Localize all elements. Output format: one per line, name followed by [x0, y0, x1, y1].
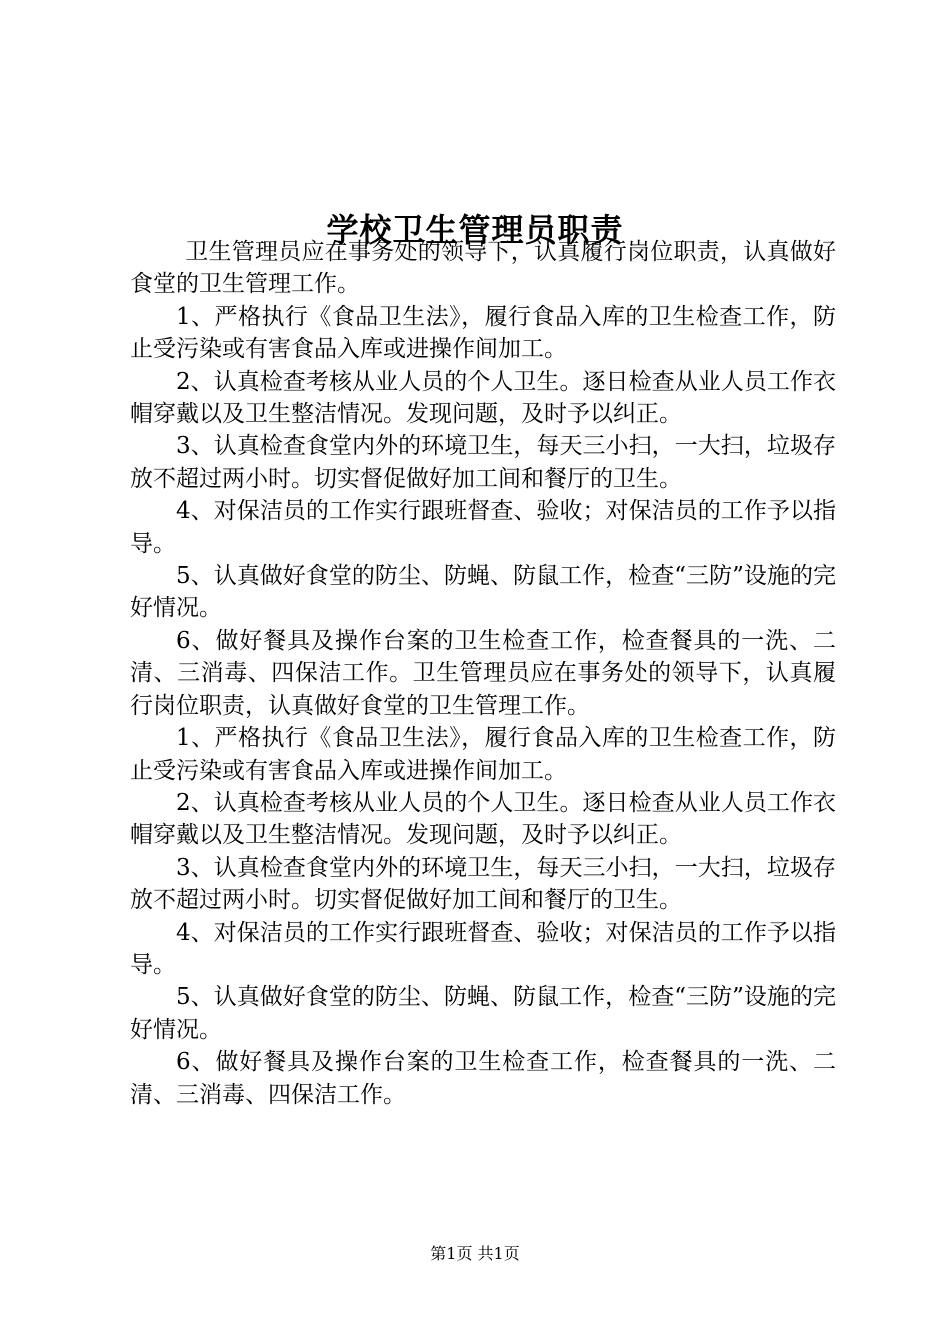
document-title: 学校卫生管理员职责: [326, 211, 624, 250]
paragraph-item-6: 6、做好餐具及操作台案的卫生检查工作，检查餐具的一洗、二清、三消毒、四保洁工作。卫生管理员应在事务处的领导下，认真履行岗位职责，认真做好食堂的卫生管理工作。: [130, 627, 836, 719]
paragraph-item-5-repeat: 5、认真做好食堂的防尘、防蝇、防鼠工作，检查“三防”设施的完好情况。: [130, 984, 836, 1043]
paragraph-item-6-repeat: 6、做好餐具及操作台案的卫生检查工作，检查餐具的一洗、二清、三消毒、四保洁工作。: [130, 1049, 836, 1108]
paragraph-item-5: 5、认真做好食堂的防尘、防蝇、防鼠工作，检查“三防”设施的完好情况。: [130, 563, 836, 622]
page-number-footer: 第1页 共1页: [430, 1244, 520, 1263]
document-body: [130, 236, 836, 1111]
paragraph-item-1-repeat: 1、严格执行《食品卫生法》，履行食品入库的卫生检查工作，防止受污染或有害食品入库或进操作间加工。: [130, 725, 836, 784]
paragraph-item-1: 1、严格执行《食品卫生法》，履行食品入库的卫生检查工作，防止受污染或有害食品入库或进操作间加工。: [130, 303, 836, 363]
paragraph-item-2-repeat: 2、认真检查考核从业人员的个人卫生。逐日检查从业人员工作衣帽穿戴以及卫生整洁情况。发现问题，及时予以纠正。: [130, 789, 836, 849]
paragraph-intro: 卫生管理员应在事务处的领导下，认真履行岗位职责，认真做好食堂的卫生管理工作。: [130, 239, 836, 298]
paragraph-item-3: 3、认真检查食堂内外的环境卫生，每天三小扫，一大扫，垃圾存放不超过两小时。切实督促做好加工间和餐厅的卫生。: [130, 433, 836, 492]
paragraph-item-4: 4、对保洁员的工作实行跟班督查、验收；对保洁员的工作予以指导。: [130, 498, 836, 557]
paragraph-item-4-repeat: 4、对保洁员的工作实行跟班督查、验收；对保洁员的工作予以指导。: [130, 919, 836, 978]
paragraph-item-3-repeat: 3、认真检查食堂内外的环境卫生，每天三小扫，一大扫，垃圾存放不超过两小时。切实督促做好加工间和餐厅的卫生。: [130, 854, 836, 914]
paragraph-item-2: 2、认真检查考核从业人员的个人卫生。逐日检查从业人员工作衣帽穿戴以及卫生整洁情况。发现问题，及时予以纠正。: [130, 368, 836, 428]
